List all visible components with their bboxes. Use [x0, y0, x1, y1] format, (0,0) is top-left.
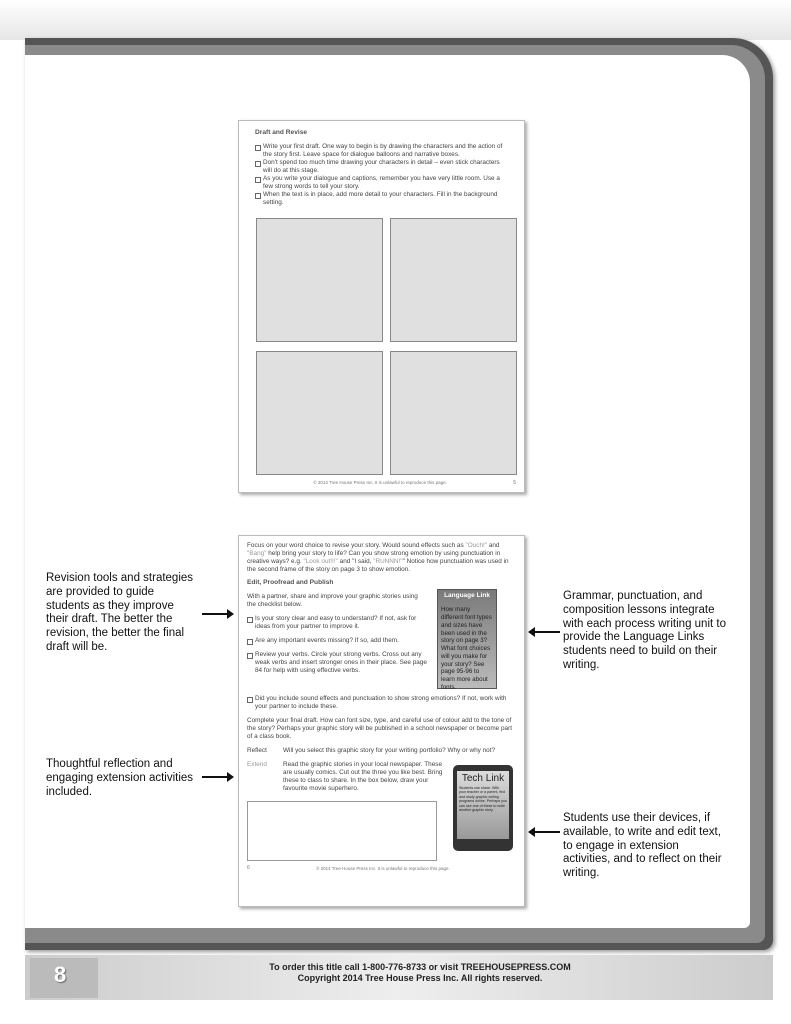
- comic-frame: [390, 351, 517, 475]
- partner-text: With a partner, share and improve your graphic stories using the checklist below.: [247, 593, 418, 609]
- page-number: 5: [513, 479, 516, 486]
- extend-row: Extend Read the graphic stories in your local newspaper. These are usually comics. Cut out the three you like best. Bring these to class to share. In the box below, draw your favourite movie superhero.: [247, 761, 443, 793]
- checklist-item: Is your story clear and easy to understand? If not, ask for ideas from your partner to improve it.: [247, 615, 427, 631]
- comic-frame: [256, 218, 383, 342]
- sample-page-6: [238, 535, 525, 907]
- checklist-item: When the text is in place, add more detail to your characters. Fill in the background setting.: [255, 191, 508, 207]
- reflect-row: Reflect Will you select this graphic story for your writing portfolio? Why or why not?: [247, 747, 496, 755]
- page-footer: [247, 865, 516, 871]
- arrow-right-icon: [202, 776, 232, 778]
- note-grammar: Grammar, punctuation, and composition lessons integrate with each process writing unit to provide the Language Links students need to build on their writing.: [563, 590, 726, 671]
- top-band: [0, 0, 791, 40]
- comic-frame: [256, 351, 383, 475]
- note-reflection: Thoughtful reflection and engaging extension activities included.: [46, 758, 194, 798]
- arrow-left-icon: [530, 631, 560, 633]
- section-heading: Edit, Proofread and Publish: [247, 579, 334, 586]
- drawing-box: [247, 801, 437, 861]
- language-link-box: Language Link How many different font types and sizes have been used in the story on page 3? What font choices will you make for your story? See page 95-96 to learn more about fonts.: [437, 589, 497, 689]
- checklist-item: Are any important events missing? If so, add them.: [247, 637, 427, 645]
- note-devices: Students use their devices, if available, to write and edit text, to engage in extension activities, and to reflect on their writing.: [563, 812, 722, 880]
- intro-paragraph: Focus on your word choice to revise your story. Would sound effects such as "Ouch!" and "Bang" help bring your story to life? Can you show strong emotion by using punctuation in creative ways? e.g. "Look out!!!" and "I said, "RUNNN!"" Notice how punctuation was used in the second frame of the story on page 3 to show emotion.: [247, 542, 509, 573]
- checklist-item: Don't spend too much time drawing your characters in detail – even stick characters will do at this stage.: [255, 159, 508, 175]
- checklist-item: As you write your dialogue and captions, remember you have very little room. Use a few strong words to tell your story.: [255, 175, 508, 191]
- copyright-line: © 2014 Tree House Press Inc. It is unlawful to reproduce this page.: [313, 480, 447, 486]
- arrow-right-icon: [202, 613, 232, 615]
- tech-link-phone: Tech Link Students can share. With your teacher or a parent, find and study graphic writing programs online. Perhaps you can use one of these to write another graphic story.: [453, 765, 513, 851]
- final-draft-text: Complete your final draft. How can font size, type, and careful use of colour add to the tone of the story? Perhaps your graphic story will be published in a school newspaper or become part of a class book.: [247, 717, 512, 741]
- note-revision: Revision tools and strategies are provided to guide students as they improve their draft. The better the revision, the better the final draft will be.: [46, 572, 194, 653]
- checklist-item: Write your first draft. One way to begin is by drawing the characters and the action of the story first. Leave space for dialogue balloons and narrative boxes.: [255, 143, 508, 159]
- sample-page-5: [238, 120, 525, 493]
- page-footer: [247, 480, 516, 486]
- arrow-left-icon: [530, 831, 560, 833]
- page-number: 6: [247, 865, 250, 872]
- page-number-badge: 8: [30, 958, 98, 998]
- checklist-item: Review your verbs. Circle your strong verbs. Cross out any weak verbs and insert stronger ones in their place. See page 84 for help with using effective verbs.: [247, 651, 427, 675]
- comic-frame: [390, 218, 517, 342]
- copyright-line: © 2014 Tree House Press Inc. It is unlawful to reproduce this page.: [316, 865, 450, 871]
- footer-text: To order this title call 1-800-776-8733 or visit TREEHOUSEPRESS.COM Copyright 2014 Tree House Press Inc. All rights reserved.: [269, 962, 571, 984]
- page-heading: Draft and Revise: [255, 129, 308, 136]
- checklist-item: Did you include sound effects and punctuation to show strong emotions? If not, work with your partner to include these.: [247, 695, 516, 711]
